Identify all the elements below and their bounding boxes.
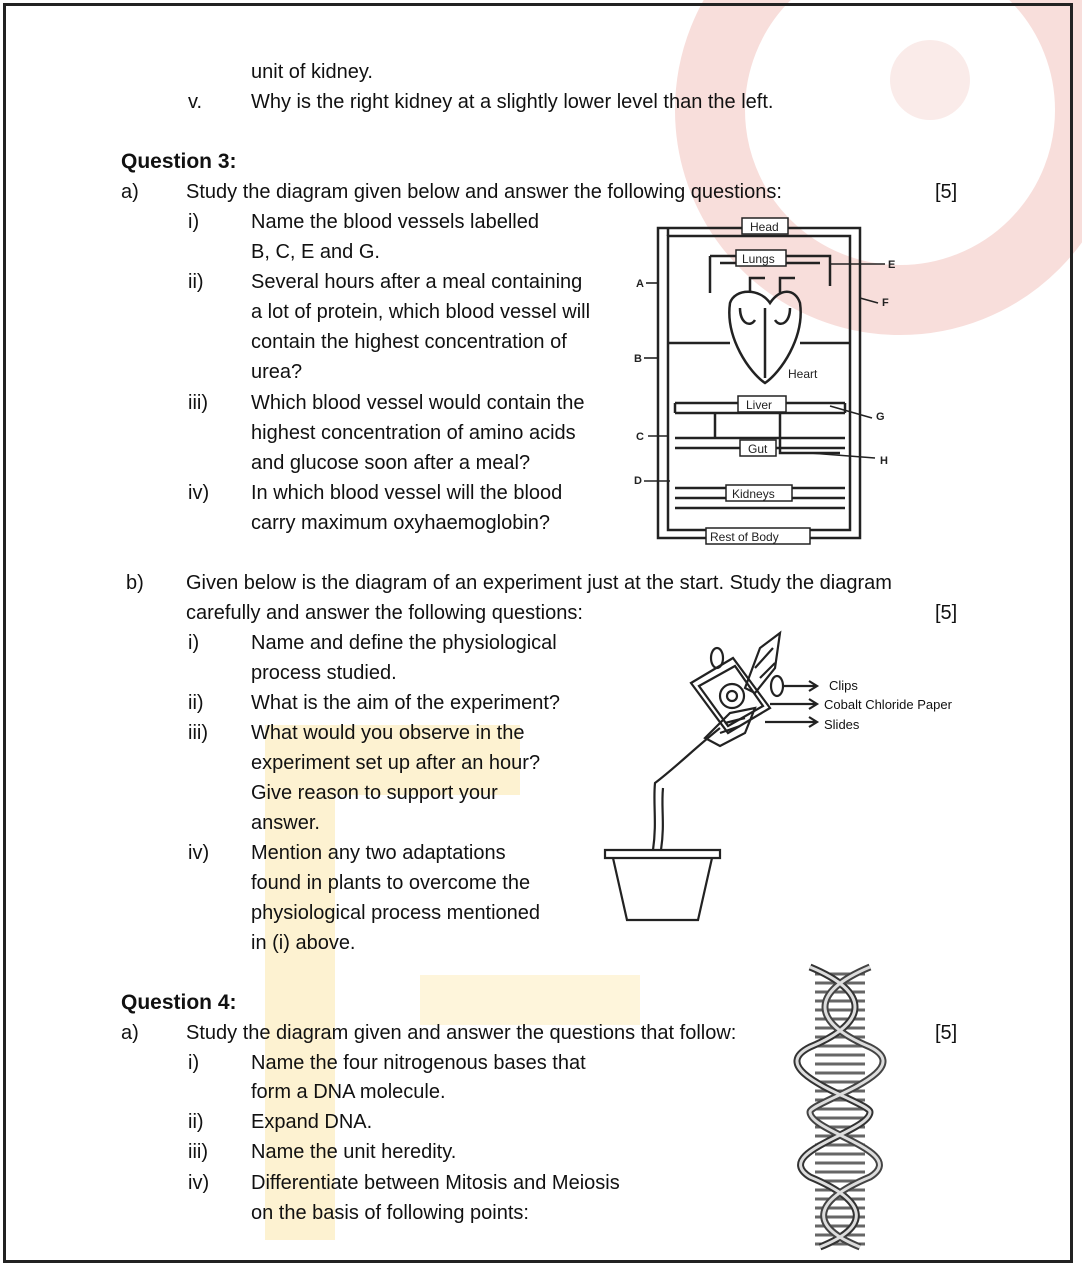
item-line: highest concentration of amino acids [251, 422, 576, 444]
clips-label: Clips [829, 678, 858, 693]
item-line: Differentiate between Mitosis and Meiosis [251, 1172, 620, 1194]
item-line: Give reason to support your [251, 782, 498, 804]
kidneys-label: Kidneys [732, 487, 775, 501]
item-number: i) [188, 211, 200, 233]
item-line: a lot of protein, which blood vessel will [251, 301, 591, 323]
label-d: D [634, 475, 642, 487]
item-number: iii) [188, 722, 208, 744]
label-a: A [636, 278, 644, 290]
item-line: Name the unit heredity. [251, 1141, 457, 1163]
prev-question-continuation: unit of kidney. [251, 61, 373, 83]
marks: [5] [935, 1022, 958, 1044]
item-line: Name the blood vessels labelled [251, 211, 539, 233]
question-4-heading: Question 4: [121, 991, 237, 1014]
marks: [5] [935, 602, 958, 624]
item-number: ii) [188, 271, 204, 293]
item-number: ii) [188, 1111, 204, 1133]
pot [605, 850, 720, 858]
gut-label: Gut [748, 442, 768, 456]
item-line: answer. [251, 812, 320, 834]
item-line: process studied. [251, 662, 397, 684]
item-line: Several hours after a meal containing [251, 271, 583, 293]
item-line: Name and define the physiological [251, 632, 557, 654]
item-number: iii) [188, 392, 208, 414]
lungs-label: Lungs [742, 252, 775, 266]
dna-helix-diagram [790, 962, 890, 1252]
item-line: and glucose soon after a meal? [251, 452, 531, 474]
heart-label: Heart [788, 367, 818, 381]
item-line: Name the four nitrogenous bases that [251, 1052, 586, 1074]
item-number: iii) [188, 1141, 208, 1163]
item-number: i) [188, 632, 200, 654]
item-line: urea? [251, 361, 303, 383]
item-line: Mention any two adaptations [251, 842, 506, 864]
item-line: Which blood vessel would contain the [251, 392, 585, 414]
item-line: contain the highest concentration of [251, 331, 567, 353]
item-line: on the basis of following points: [251, 1202, 529, 1224]
circulation-diagram [630, 208, 900, 553]
part-intro: Given below is the diagram of an experiment just at the start. Study the diagram [186, 572, 892, 594]
liver-label: Liver [746, 398, 773, 412]
item-line: In which blood vessel will the blood [251, 482, 563, 504]
label-c: C [636, 431, 644, 443]
part-intro: Study the diagram given and answer the questions that follow: [186, 1022, 737, 1044]
part-intro: Study the diagram given below and answer the following questions: [186, 181, 782, 203]
marks: [5] [935, 181, 958, 203]
item-number: iv) [188, 842, 210, 864]
item-number: v. [188, 91, 203, 113]
item-line: carry maximum oxyhaemoglobin? [251, 512, 551, 534]
item-line: Expand DNA. [251, 1111, 373, 1133]
part-label: a) [121, 181, 139, 203]
label-e: E [888, 259, 896, 271]
head-label: Head [750, 220, 779, 234]
item-number: ii) [188, 692, 204, 714]
item-text: Why is the right kidney at a slightly lower level than the left. [251, 91, 774, 113]
item-line: physiological process mentioned [251, 902, 541, 924]
rest-of-body-label: Rest of Body [710, 530, 779, 544]
slides-label: Slides [824, 717, 860, 732]
part-label: a) [121, 1022, 139, 1044]
label-f: F [882, 297, 889, 309]
item-line: experiment set up after an hour? [251, 752, 541, 774]
item-line: found in plants to overcome the [251, 872, 531, 894]
label-b: B [634, 353, 642, 365]
item-number: iv) [188, 482, 210, 504]
item-line: What would you observe in the [251, 722, 525, 744]
part-label: b) [126, 572, 144, 594]
item-line: What is the aim of the experiment? [251, 692, 561, 714]
cobalt-chloride-paper-label: Cobalt Chloride Paper [824, 697, 952, 712]
plant-experiment-diagram [595, 628, 995, 928]
part-intro: carefully and answer the following questions: [186, 602, 583, 624]
item-number: i) [188, 1052, 200, 1074]
label-g: G [876, 411, 885, 423]
item-line: form a DNA molecule. [251, 1081, 446, 1103]
item-number: iv) [188, 1172, 210, 1194]
question-3-heading: Question 3: [121, 150, 237, 173]
item-line: B, C, E and G. [251, 241, 380, 263]
item-line: in (i) above. [251, 932, 356, 954]
label-h: H [880, 455, 888, 467]
